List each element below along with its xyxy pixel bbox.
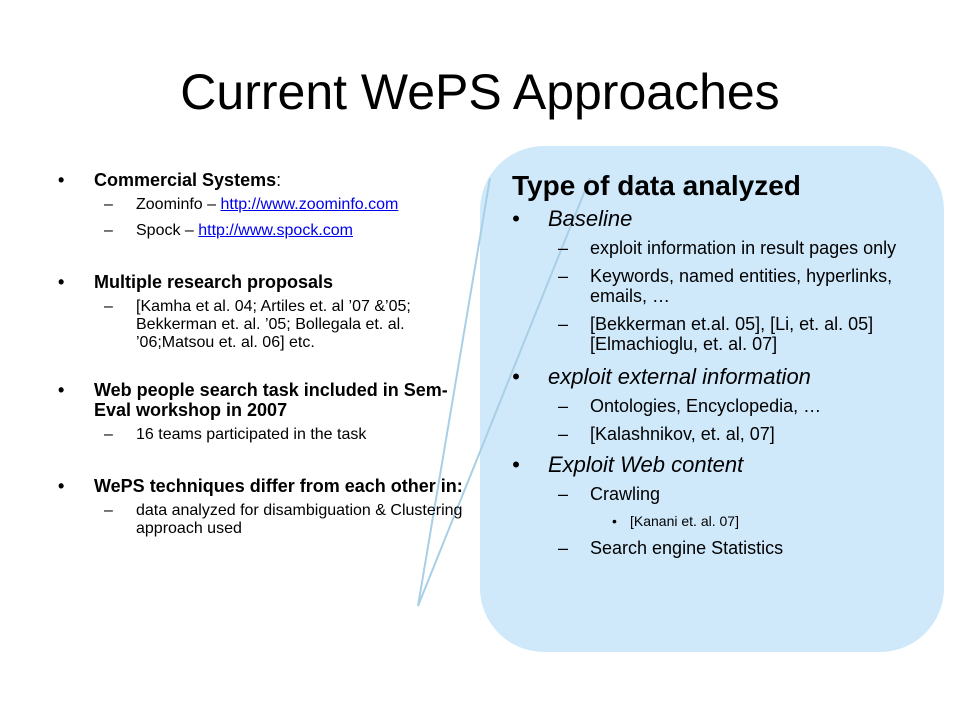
bullet-differ — [58, 476, 468, 496]
bullet-marker: • — [512, 206, 520, 231]
baseline-label: Baseline — [548, 206, 633, 231]
bullet-marker: • — [512, 452, 520, 477]
sub-baseline-item — [512, 314, 922, 354]
dash-marker: – — [558, 538, 569, 558]
sub-crawling — [512, 484, 922, 504]
zoominfo-text: Zoominfo – — [136, 196, 221, 213]
stats-label: Search engine Statistics — [590, 538, 784, 558]
dash-marker: – — [558, 238, 569, 258]
spock-text: Spock – — [136, 222, 199, 239]
zoominfo-link[interactable]: http://www.zoominfo.com — [220, 196, 399, 213]
sub-crawling-ref — [512, 512, 922, 530]
external-item: Ontologies, Encyclopedia, … — [590, 396, 822, 416]
bullet-web-content — [512, 452, 922, 478]
research-label: Multiple research proposals — [94, 272, 334, 292]
bullet-task — [58, 380, 468, 420]
web-label: Exploit Web content — [548, 452, 744, 477]
bullet-commercial-systems — [58, 170, 468, 190]
sub-task-detail — [58, 426, 468, 444]
baseline-item: exploit information in result pages only — [590, 238, 897, 258]
bullet-marker: • — [58, 272, 65, 292]
bullet-external — [512, 364, 922, 390]
crawling-ref: [Kanani et. al. 07] — [630, 513, 739, 529]
differ-label: WePS techniques differ from each other in: — [94, 476, 463, 496]
bullet-research-proposals — [58, 272, 468, 292]
sub-external-item — [512, 424, 922, 444]
bullet-baseline — [512, 206, 922, 232]
crawling-label: Crawling — [590, 484, 661, 504]
left-column — [58, 170, 468, 538]
sub-spock — [58, 222, 468, 240]
external-label: exploit external information — [548, 364, 811, 389]
dash-marker: – — [104, 196, 113, 213]
sub-baseline-item — [512, 238, 922, 258]
baseline-item: [Bekkerman et.al. 05], [Li, et. al. 05][Elmachioglu, et. al. 07] — [590, 314, 874, 354]
dash-marker: – — [558, 314, 569, 334]
dash-marker: – — [104, 502, 113, 519]
bullet-marker: • — [512, 364, 520, 389]
dash-marker: – — [558, 396, 569, 416]
right-column — [512, 170, 922, 558]
task-label: Web people search task included in Sem-Eval workshop in 2007 — [94, 380, 448, 420]
bullet-marker: • — [58, 170, 65, 190]
sub-external-item — [512, 396, 922, 416]
research-detail: [Kamha et al. 04; Artiles et. al ’07 &’05; Bekkerman et. al. ’05; Bollegala et. al. ’06;Matsou et. al. 06] etc. — [136, 298, 411, 351]
dash-marker: – — [104, 298, 113, 315]
bullet-marker: • — [612, 513, 617, 529]
external-item: [Kalashnikov, et. al, 07] — [590, 424, 775, 444]
dash-marker: – — [104, 426, 113, 443]
spock-link[interactable]: http://www.spock.com — [198, 222, 353, 239]
sub-zoominfo — [58, 196, 468, 214]
sub-stats — [512, 538, 922, 558]
commercial-label: Commercial Systems — [94, 170, 277, 190]
callout-heading: Type of data analyzed — [512, 170, 801, 201]
dash-marker: – — [558, 484, 569, 504]
sub-baseline-item — [512, 266, 922, 306]
differ-detail: data analyzed for disambiguation & Clustering approach used — [136, 502, 463, 537]
task-detail: 16 teams participated in the task — [136, 426, 367, 443]
bullet-marker: • — [58, 380, 65, 400]
sub-research-detail — [58, 298, 468, 352]
dash-marker: – — [558, 266, 569, 286]
slide-title: Current WePS Approaches — [180, 64, 780, 120]
dash-marker: – — [558, 424, 569, 444]
commercial-suffix: : — [276, 170, 282, 190]
dash-marker: – — [104, 222, 113, 239]
baseline-item: Keywords, named entities, hyperlinks, emails, … — [590, 266, 893, 306]
bullet-marker: • — [58, 476, 65, 496]
sub-differ-detail — [58, 502, 468, 538]
